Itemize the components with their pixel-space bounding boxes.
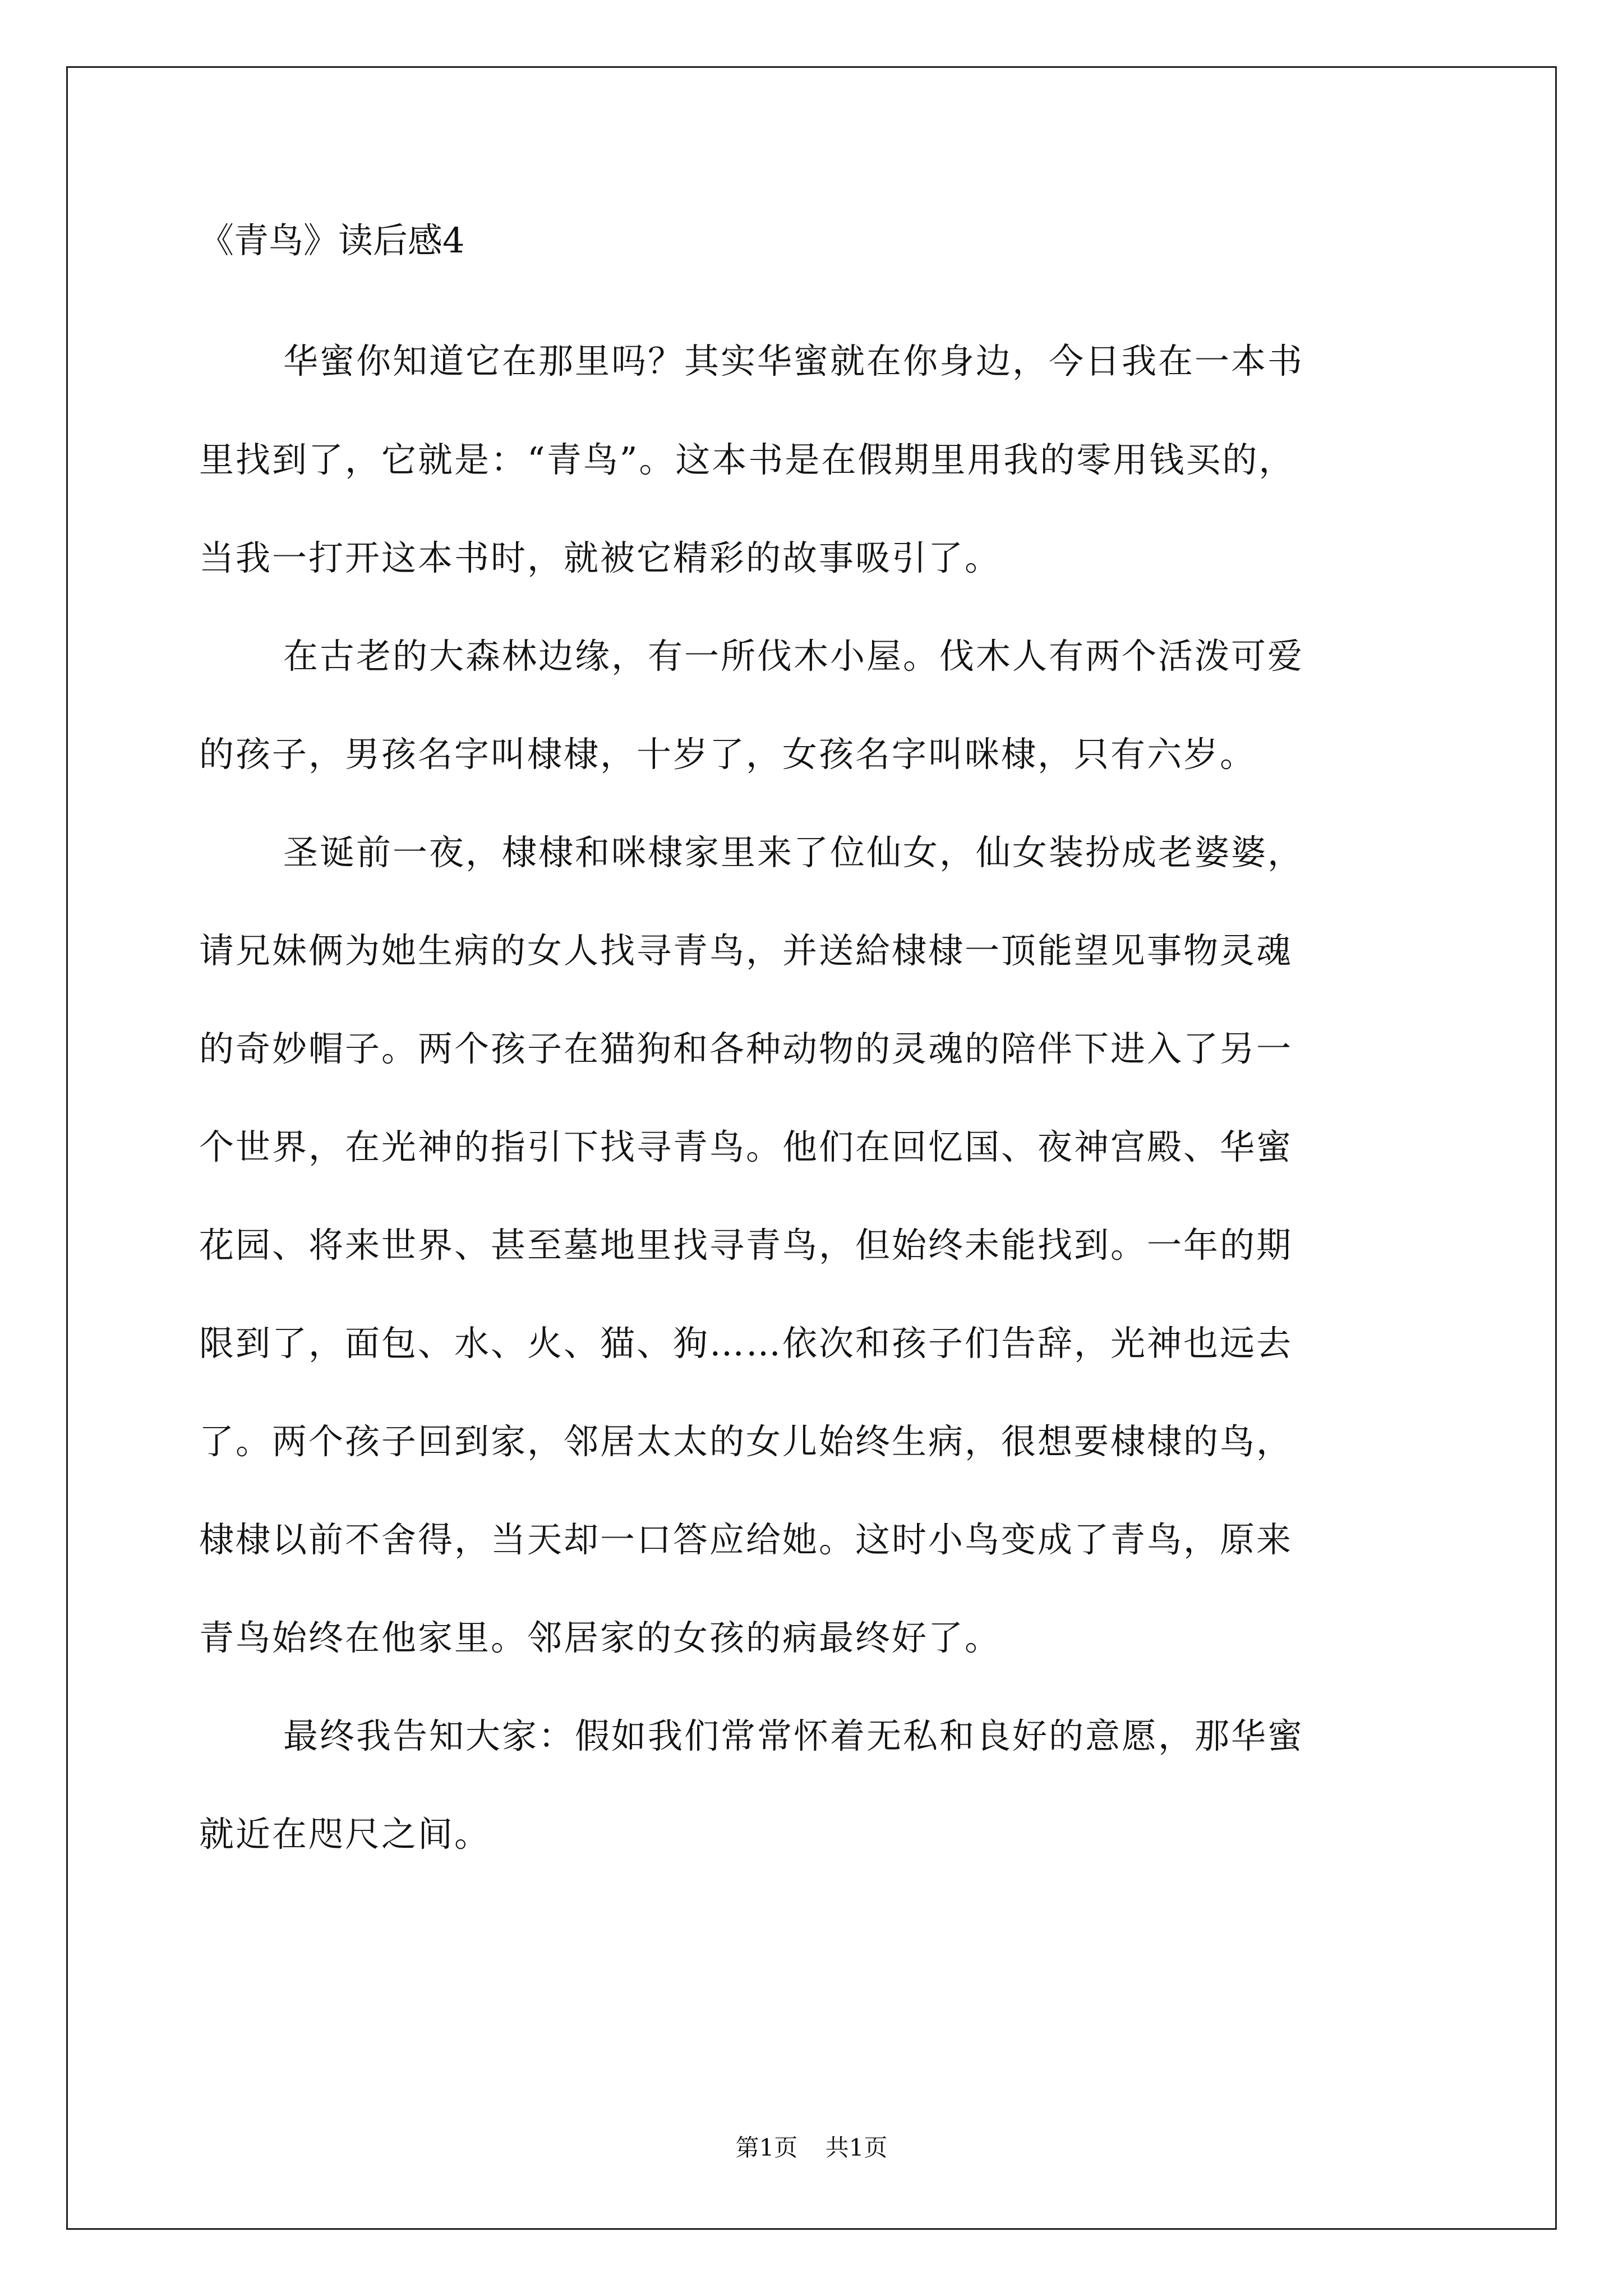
paragraph-1-line-2: 里找到了，它就是：“青鸟”。这本书是在假期里用我的零用钱买的， — [199, 439, 1295, 480]
page-number: 第1页 — [735, 2134, 798, 2161]
paragraph-2-line-2: 的孩子，男孩名字叫棣棣，十岁了，女孩名字叫咪棣，只有六岁。 — [199, 734, 1257, 775]
paragraph-3-line-9: 青鸟始终在他家里。邻居家的女孩的病最终好了。 — [199, 1617, 1002, 1658]
paragraph-2-line-1: 在古老的大森林边缘，有一所伐木小屋。伐木人有两个活泼可爱 — [283, 636, 1304, 677]
paragraph-3-line-5: 花园、将来世界、甚至墓地里找寻青鸟，但始终未能找到。一年的期 — [199, 1225, 1293, 1266]
page-total: 共1页 — [825, 2134, 888, 2161]
paragraph-3-line-3: 的奇妙帽子。两个孩子在猫狗和各种动物的灵魂的陪伴下进入了另一 — [199, 1028, 1293, 1069]
paragraph-3-line-7: 了。两个孩子回到家，邻居太太的女儿始终生病，很想要棣棣的鸟， — [199, 1421, 1293, 1462]
paragraph-3-line-4: 个世界，在光神的指引下找寻青鸟。他们在回忆国、夜神宫殿、华蜜 — [199, 1126, 1293, 1167]
paragraph-3-line-6: 限到了，面包、水、火、猫、狗……依次和孩子们告辞，光神也远去 — [199, 1323, 1293, 1364]
paragraph-3-line-8: 棣棣以前不舍得，当天却一口答应给她。这时小鸟变成了青鸟，原来 — [199, 1519, 1293, 1560]
page-footer — [0, 2136, 1623, 2160]
paragraph-4-line-1: 最终我告知大家：假如我们常常怀着无私和良好的意愿，那华蜜 — [283, 1715, 1304, 1756]
document-title: 《青鸟》读后感4 — [199, 220, 465, 261]
paragraph-1-line-3: 当我一打开这本书时，就被它精彩的故事吸引了。 — [199, 537, 1002, 578]
paragraph-1-line-1: 华蜜你知道它在那里吗？其实华蜜就在你身边，今日我在一本书 — [283, 341, 1304, 381]
paragraph-3-line-2: 请兄妹俩为她生病的女人找寻青鸟，并送給棣棣一顶能望见事物灵魂 — [199, 930, 1293, 971]
paragraph-3-line-1: 圣诞前一夜，棣棣和咪棣家里来了位仙女，仙女装扮成老婆婆， — [283, 832, 1304, 873]
paragraph-4-line-2: 就近在咫尺之间。 — [199, 1814, 491, 1855]
